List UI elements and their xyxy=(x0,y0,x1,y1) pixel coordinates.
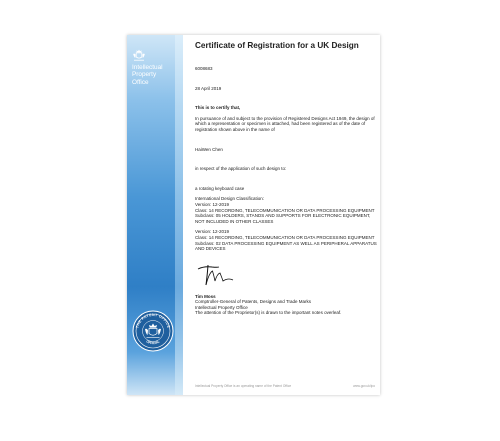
office-name-line: Office xyxy=(132,78,149,86)
classification-block-2 xyxy=(195,229,377,251)
pursuance-text: In pursuance of and subject to the provision of Registered Designs Act 1949, the design of which a representation or specimen is attached, had been registered as of the date of registration shown above in the name of xyxy=(195,115,375,132)
seal-bottom-text: OFFICIAL xyxy=(145,339,161,346)
classification-line: Class: 14 RECORDING, TELECOMMUNICATION OR DATA PROCESSING EQUIPMENT xyxy=(195,234,375,240)
article-name: a rotating keyboard case xyxy=(195,185,245,191)
certificate-title: Certificate of Registration for a UK Design xyxy=(195,41,359,50)
office-name xyxy=(132,64,178,86)
signatory-name: Tim Moss xyxy=(195,293,216,299)
classification-line: Subclass: 02 DATA PROCESSING EQUIPMENT AS WELL AS PERIPHERAL APPARATUS AND DEVICES xyxy=(195,240,377,252)
classification-line: International Design Classification: xyxy=(195,196,265,202)
signatory-role: Comptroller-General of Patents, Designs and Trade Marks xyxy=(195,299,312,305)
design-number: 6008683 xyxy=(195,66,213,71)
certificate-page xyxy=(127,35,380,395)
classification-line: Version: 12-2019 xyxy=(195,201,230,207)
important-note: The attention of the Proprietor(s) is drawn to the important notes overleaf. xyxy=(195,310,342,316)
classification-line: Version: 12-2019 xyxy=(195,229,230,235)
respect-text: in respect of the application of such design to: xyxy=(195,166,287,172)
footer-left: Intellectual Property Office is an operating name of the Patent Office xyxy=(195,384,292,388)
certificate-footer xyxy=(195,384,375,388)
classification-line: Class: 14 RECORDING, TELECOMMUNICATION OR DATA PROCESSING EQUIPMENT xyxy=(195,207,375,213)
signatory-office: Intellectual Property Office xyxy=(195,304,248,310)
footer-link[interactable]: www.gov.uk/ipo xyxy=(353,384,375,388)
signature-icon xyxy=(195,261,235,287)
classification-line: Subclass: 05 HOLDERS, STANDS AND SUPPORTS FOR ELECTRONIC EQUIPMENT, NOT INCLUDED IN OTHER CLASSES xyxy=(195,213,371,224)
office-name-line: Intellectual xyxy=(132,64,163,71)
patent-office-seal-icon xyxy=(132,310,174,352)
sidebar-stripe xyxy=(175,35,183,395)
classification-block xyxy=(195,196,377,224)
office-name-line: Property xyxy=(132,71,157,79)
registration-date: 28 April 2019 xyxy=(195,85,222,91)
royal-crest-icon xyxy=(132,49,146,62)
proprietor-name: HaiWen Chen xyxy=(195,146,223,152)
certificate-body xyxy=(195,41,377,316)
certify-heading: This is to certify that, xyxy=(195,105,241,111)
seal-text: THE PATENT OFFICE xyxy=(135,312,171,329)
